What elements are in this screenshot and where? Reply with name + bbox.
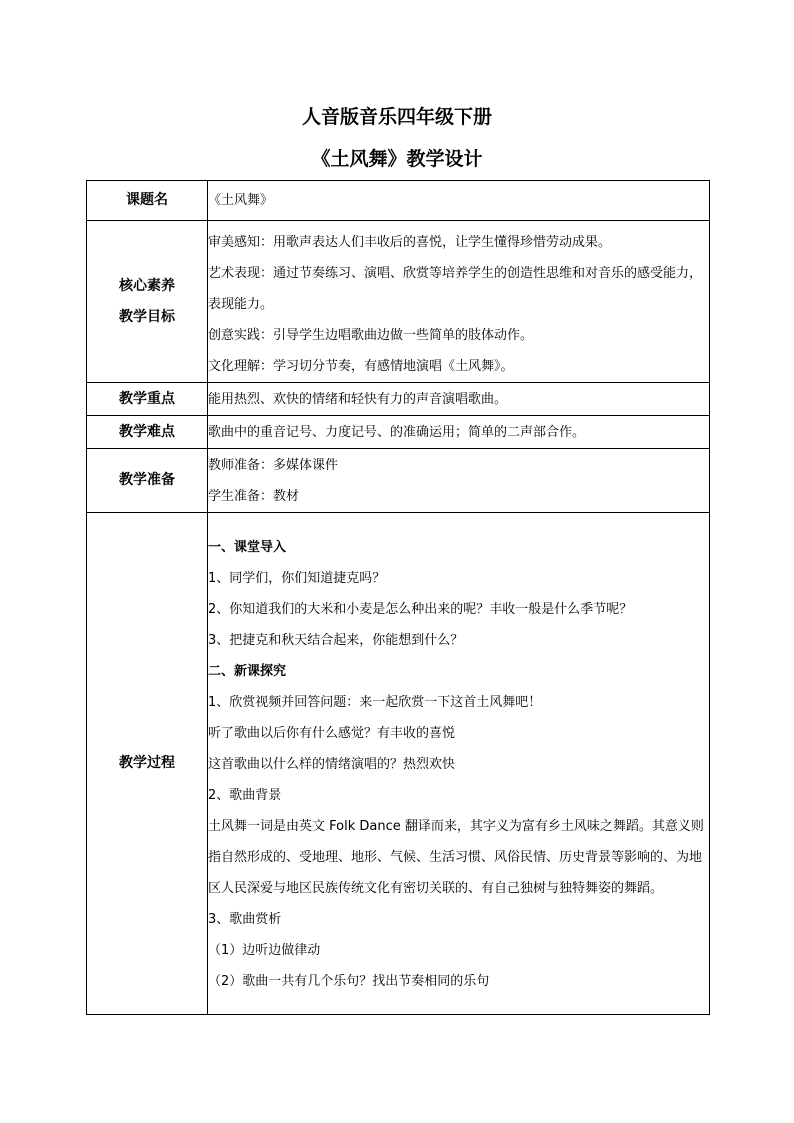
process-line: 这首歌曲以什么样的情绪演唱的？热烈欢快 [208,757,456,772]
preparation-student: 学生准备：教材 [208,488,300,504]
process-line: 1、欣赏视频并回答问题：来一起欣赏一下这首土风舞吧！ [208,695,542,710]
preparation-content [208,449,710,513]
process-line: 3、歌曲赏析 [208,912,282,927]
process-line: 二、新课探究 [208,664,287,679]
key-points-value: 能用热烈、欢快的情绪和轻快有力的声音演唱歌曲。 [208,383,710,416]
key-points-label: 教学重点 [87,383,208,416]
row-preparation [87,449,710,513]
goals-label-line2: 教学目标 [119,308,175,325]
topic-label: 课题名 [87,181,208,221]
document-title: 人音版音乐四年级下册 [301,106,492,128]
preparation-teacher: 教师准备：多媒体课件 [208,457,339,473]
row-difficulties [87,416,710,449]
goal-aesthetic: 审美感知：用歌声表达人们丰收后的喜悦，让学生懂得珍惜劳动成果。 [208,235,612,250]
process-line: （2）歌曲一共有几个乐句？找出节奏相同的乐句 [208,974,490,989]
process-label: 教学过程 [87,513,208,1015]
process-line: （1）边听边做律动 [208,943,321,958]
goal-expression: 艺术表现：通过节奏练习、演唱、欣赏等培养学生的创造性思维和对音乐的感受能力，表现能力。 [208,266,703,312]
row-topic [87,181,710,221]
row-process [87,513,710,1015]
process-content [208,513,710,1015]
process-line: 土风舞一词是由英文 Folk Dance 翻译而来，其字义为富有乡土风味之舞蹈。其意义则指自然形成的、受地理、地形、气候、生活习惯、风俗民情、历史背景等影响的、为地区人民深爱与地区民族传统文化有密切关联的、有自己独树与独特舞姿的舞蹈。 [208,819,704,896]
difficulties-value: 歌曲中的重音记号、力度记号、的准确运用；简单的二声部合作。 [208,416,710,449]
goals-content [208,221,710,383]
goals-label [87,221,208,383]
goals-label-line1: 核心素养 [119,277,175,294]
goal-practice: 创意实践：引导学生边唱歌曲边做一些简单的肢体动作。 [208,328,534,343]
row-goals [87,221,710,383]
process-line: 3、把捷克和秋天结合起来，你能想到什么？ [208,633,464,648]
process-line: 听了歌曲以后你有什么感觉？有丰收的喜悦 [208,726,456,741]
document-subtitle: 《土风舞》教学设计 [311,148,483,170]
row-key-points [87,383,710,416]
goal-culture: 文化理解：学习切分节奏，有感情地演唱《土风舞》。 [208,359,514,374]
topic-value: 《土风舞》 [208,181,710,221]
process-line: 2、歌曲背景 [208,788,282,803]
process-line: 一、课堂导入 [208,540,287,555]
lesson-plan-table [86,180,710,1015]
difficulties-label: 教学难点 [87,416,208,449]
process-line: 2、你知道我们的大米和小麦是怎么种出来的呢？丰收一般是什么季节呢？ [208,602,633,617]
process-line: 1、同学们，你们知道捷克吗？ [208,571,386,586]
preparation-label: 教学准备 [87,449,208,513]
